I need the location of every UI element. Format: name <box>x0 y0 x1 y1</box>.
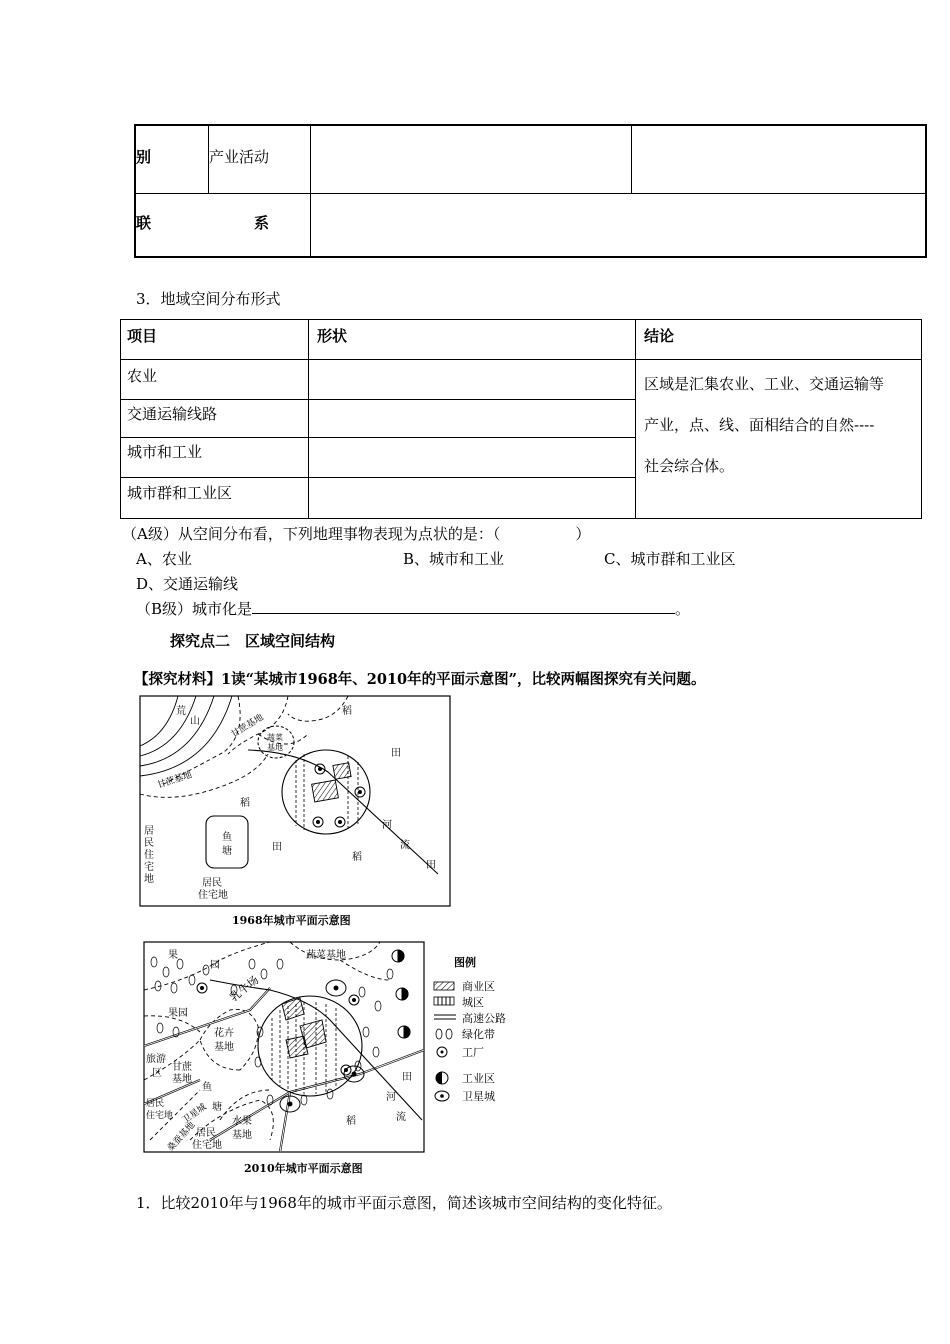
map1-label-tian2: 田 <box>272 842 282 853</box>
shape-city-cluster[interactable] <box>309 478 636 519</box>
legend-commercial: 商业区 <box>462 980 495 993</box>
table1-row1-label: 别 <box>136 148 152 166</box>
table1-cell-link <box>135 193 311 257</box>
map2-label-guoyuan: 果园 <box>168 1008 188 1019</box>
question-b-stem: （B级）城市化是 <box>136 600 253 618</box>
section-heading: 探究点二 区域空间结构 <box>170 632 336 650</box>
map1-label-juzhu2-a: 居民 <box>202 878 222 889</box>
legend-city: 城区 <box>462 996 484 1009</box>
table1-link-a: 联 <box>136 213 152 232</box>
map2-label-juzhu-b: 住宅地 <box>146 1111 174 1121</box>
map1-label-yu: 鱼 <box>222 832 232 843</box>
legend-highway: 高速公路 <box>462 1012 506 1025</box>
map1-frame <box>140 696 450 906</box>
table1-cell-activity <box>209 125 311 193</box>
map1-label-juzhu2-b: 住宅地 <box>198 890 228 901</box>
map1-label-juzhu-5: 地 <box>144 874 154 885</box>
map2-label-huahui-b: 基地 <box>214 1042 234 1053</box>
question-b <box>136 598 690 619</box>
map2-label-tian: 田 <box>402 1072 412 1083</box>
table1-link-b: 系 <box>254 213 270 232</box>
map2-label-guo: 果 <box>168 950 178 961</box>
map1-label-tang: 塘 <box>222 846 232 857</box>
table1-cell-empty-2[interactable] <box>632 125 927 193</box>
option-a[interactable]: A、农业 <box>136 550 192 568</box>
map1-label-juzhu-3: 住 <box>144 850 154 861</box>
legend-factory: 工厂 <box>462 1046 484 1059</box>
row-transport: 交通运输线路 <box>121 400 309 438</box>
map-1968 <box>138 694 454 934</box>
material-intro: 【探究材料】1读“某城市1968年、2010年的平面示意图”，比较两幅图探究有关问题。 <box>134 671 706 688</box>
legend-satellite: 卫星城 <box>462 1090 495 1103</box>
map2-label-ganzhe-b: 基地 <box>172 1074 192 1085</box>
legend-greenbelt: 绿化带 <box>462 1028 495 1041</box>
header-item: 项目 <box>121 320 309 360</box>
map2-label-weixing: 卫星城 <box>180 1102 209 1127</box>
map2-label-runiu: 乳牛场 <box>227 973 262 1005</box>
map1-label-shucai-b: 基地 <box>267 743 283 752</box>
map1-label-tian1: 田 <box>391 748 401 759</box>
option-d[interactable]: D、交通运输线 <box>136 575 239 593</box>
map2-label-dao: 稻 <box>346 1116 356 1127</box>
map-2010 <box>140 940 532 1180</box>
map1-label-ganzhe1: 甘蔗基地 <box>229 712 266 741</box>
map2-label-juzhu2-a: 居民 <box>196 1128 216 1139</box>
conclusion-line-2: 产业，点、线、面相结合的自然---- <box>644 416 875 434</box>
conclusion-line-1: 区域是汇集农业、工业、交通运输等 <box>644 375 885 393</box>
table1-cell-empty-1[interactable] <box>311 125 632 193</box>
option-c[interactable]: C、城市群和工业区 <box>604 550 736 568</box>
map1-label-shucai-a: 蔬菜 <box>267 733 283 742</box>
map1-label-juzhu-1: 居 <box>144 826 154 837</box>
question-b-end: 。 <box>675 600 691 618</box>
header-conclusion: 结论 <box>636 320 922 360</box>
map2-label-lvyou-b: 区 <box>152 1068 162 1079</box>
map2-label-shucai: 蔬菜基地 <box>306 950 346 961</box>
map2-label-huahui-a: 花卉 <box>214 1028 234 1039</box>
map2-label-sangcan: 桑蚕基地 <box>165 1120 198 1154</box>
answer-blank[interactable] <box>252 599 675 614</box>
map2-label-shuiguo-a: 水果 <box>232 1116 252 1127</box>
conclusion-line-3: 社会综合体。 <box>644 457 735 475</box>
map2-label-tang: 塘 <box>212 1102 222 1113</box>
map2-caption: 2010年城市平面示意图 <box>244 1162 363 1175</box>
legend-title: 图例 <box>454 956 476 969</box>
table1-cell-label <box>135 125 209 193</box>
question-1: 1．比较2010年与1968年的城市平面示意图，简述该城市空间结构的变化特征。 <box>136 1194 672 1212</box>
map2-label-ganzhe-a: 甘蔗 <box>172 1062 192 1073</box>
map1-label-dao2: 稻 <box>240 798 250 809</box>
row-city-cluster: 城市群和工业区 <box>121 478 309 519</box>
map2-label-yuan: 园 <box>210 960 220 971</box>
legend-city-swatch <box>434 997 454 1005</box>
map1-label-juzhu-4: 宅 <box>144 862 154 873</box>
table1-cell-link-empty[interactable] <box>311 193 927 257</box>
question-a-stem: （A级）从空间分布看，下列地理事物表现为点状的是：（ ） <box>122 525 591 543</box>
shape-transport[interactable] <box>309 400 636 438</box>
map2-label-he: 河 <box>386 1092 396 1103</box>
structure-table <box>134 124 927 258</box>
map1-label-ganzhe2: 甘蔗基地 <box>156 770 194 791</box>
distribution-table <box>120 319 922 519</box>
conclusion-cell <box>636 360 922 519</box>
shape-city-industry[interactable] <box>309 438 636 478</box>
legend-industrial: 工业区 <box>462 1072 495 1085</box>
table1-activity-label: 产业活动 <box>209 148 270 166</box>
option-b[interactable]: B、城市和工业 <box>403 550 505 568</box>
map2-label-juzhu2-b: 住宅地 <box>192 1140 222 1151</box>
map1-label-huang: 荒 <box>176 706 186 717</box>
header-shape: 形状 <box>309 320 636 360</box>
map1-label-shan: 山 <box>190 716 200 727</box>
legend-greenbelt-swatch <box>436 1029 442 1039</box>
map2-label-yu: 鱼 <box>202 1082 212 1093</box>
row-city-industry: 城市和工业 <box>121 438 309 478</box>
map2-label-juzhu-a: 居民 <box>146 1099 165 1109</box>
map1-label-tian3: 田 <box>426 860 436 871</box>
map1-label-dao3: 稻 <box>352 852 362 863</box>
section-3-title: 3．地域空间分布形式 <box>136 290 281 308</box>
map2-label-shuiguo-b: 基地 <box>232 1130 252 1141</box>
row-agriculture: 农业 <box>121 360 309 400</box>
legend-commercial-swatch <box>434 982 454 990</box>
map1-label-he: 河 <box>382 820 392 831</box>
map1-caption: 1968年城市平面示意图 <box>232 914 351 927</box>
shape-agriculture[interactable] <box>309 360 636 400</box>
map1-label-dao1: 稻 <box>342 706 352 717</box>
map1-label-juzhu-2: 民 <box>144 838 154 849</box>
map1-label-liu: 流 <box>400 840 410 851</box>
map2-label-lvyou-a: 旅游 <box>146 1054 166 1065</box>
map2-legend <box>434 955 506 1103</box>
map2-label-liu: 流 <box>396 1112 406 1123</box>
